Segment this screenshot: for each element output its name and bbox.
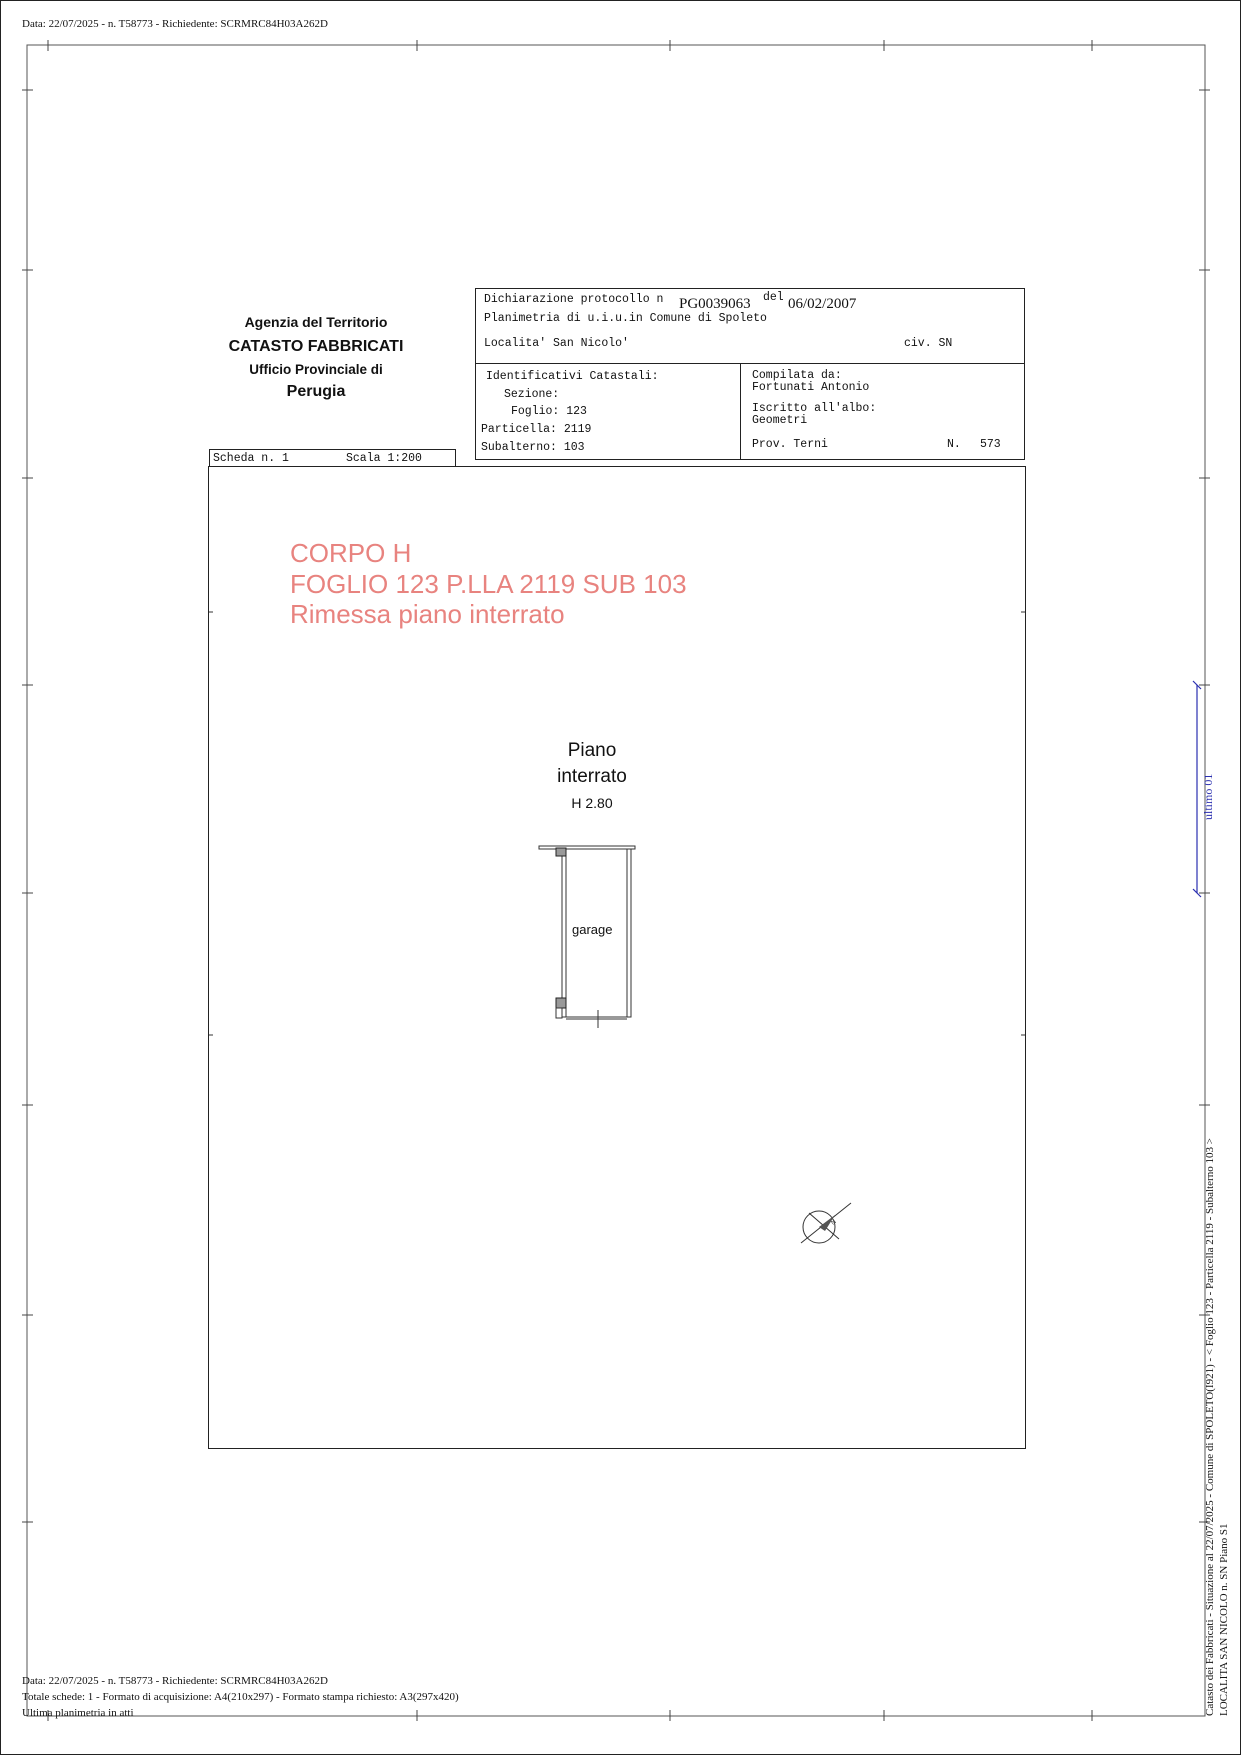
floor-label-line2: interrato	[557, 766, 627, 787]
declaration-box	[475, 288, 1025, 364]
cadastral-side-line2: LOCALITA SAN NICOLO n. SN Piano S1	[1218, 1523, 1230, 1716]
floor-label-line1: Piano	[567, 740, 617, 761]
plan-municipality: Planimetria di u.i.u.in Comune di Spoleto	[484, 312, 767, 325]
compiled-label: Compilata da:	[752, 369, 842, 382]
footer-format-info: Totale schede: 1 - Formato di acquisizione: A4(210x297) - Formato stampa richiesto: A3(297x420)	[22, 1691, 459, 1703]
compiled-name: Fortunati Antonio	[752, 381, 870, 394]
agency-office: Ufficio Provinciale di	[249, 362, 383, 377]
svg-text:N: N	[830, 1219, 838, 1227]
identifiers-title: Identificativi Catastali:	[486, 370, 659, 383]
footer-last-plan: Ultima planimetria in atti	[22, 1707, 134, 1719]
identifiers-box	[475, 363, 741, 460]
subalterno: Subalterno: 103	[481, 441, 585, 454]
print-info-header: Data: 22/07/2025 - n. T58773 - Richiedente: SCRMRC84H03A262D	[22, 18, 328, 30]
cadastral-side-line1: Catasto dei Fabbricati - Situazione al 22/07/2025 - Comune di SPOLETO(I921) - < Foglio 123 - Particella 2119 - Subalterno 103 >	[1204, 1138, 1216, 1716]
registration-number: 573	[980, 438, 1001, 451]
north-arrow-icon	[795, 1195, 865, 1255]
scale: Scala 1:200	[346, 452, 422, 465]
agency-department: CATASTO FABBRICATI	[228, 338, 404, 355]
footer-print-info: Data: 22/07/2025 - n. T58773 - Richiedente: SCRMRC84H03A262D	[22, 1675, 328, 1687]
date-label: del	[763, 291, 784, 304]
province: Prov. Terni	[752, 438, 828, 451]
agency-name: Agenzia del Territorio	[244, 314, 388, 330]
stamp-text: ultimo 01	[1201, 773, 1215, 820]
albo-value: Geometri	[752, 414, 808, 427]
compiled-box	[740, 363, 1025, 460]
particella: Particella: 2119	[481, 423, 592, 436]
protocol-number: PG0039063	[679, 296, 751, 312]
registration-n-label: N.	[947, 438, 961, 451]
agency-province: Perugia	[286, 383, 346, 400]
protocol-label: Dichiarazione protocollo n	[484, 293, 664, 306]
sheet-number: Scheda n. 1	[213, 452, 289, 465]
overlay-description: Rimessa piano interrato	[290, 599, 565, 629]
albo-label: Iscritto all'albo:	[752, 402, 877, 415]
sheet-scale-box	[209, 449, 456, 467]
foglio: Foglio: 123	[511, 405, 587, 418]
room-label: garage	[572, 922, 613, 937]
floor-height: H 2.80	[571, 795, 613, 811]
locality: Localita' San Nicolo'	[484, 337, 629, 350]
sezione: Sezione:	[504, 388, 560, 401]
overlay-parcel: FOGLIO 123 P.LLA 2119 SUB 103	[290, 569, 687, 599]
declaration-date: 06/02/2007	[788, 296, 857, 312]
civic-number: civ. SN	[904, 337, 953, 350]
overlay-building: CORPO H	[290, 538, 412, 568]
